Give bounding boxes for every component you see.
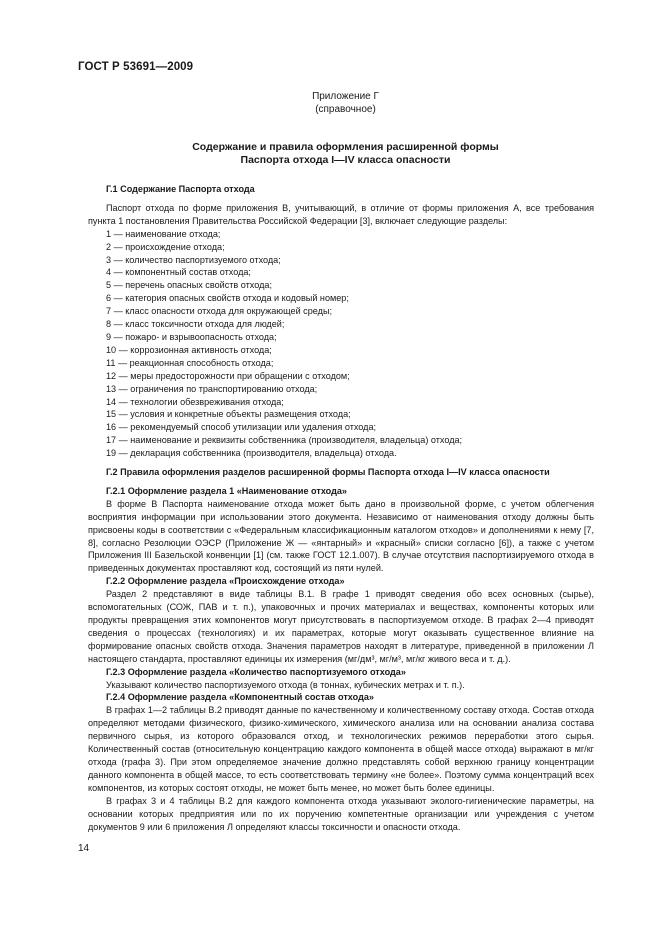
appendix-kind: (справочное) <box>315 104 376 115</box>
appendix-name: Приложение Г <box>312 91 379 102</box>
subsection-g23-heading: Г.2.3 Оформление раздела «Количество паспортизуемого отхода» <box>106 666 406 677</box>
title-line-2: Паспорта отхода I—IV класса опасности <box>240 154 451 166</box>
document-body <box>88 183 594 833</box>
subsection-g24-text-2: В графах 3 и 4 таблицы В.2 для каждого компонента отхода указывают эколого-гигиенические параметры, на основании которых предприятия или по их поручению компетентные организации или учреждения с учетом документов 9 или 6 приложения Л определяют классы токсичности и опасности отхода. <box>88 795 594 832</box>
list-item: 16 — рекомендуемый способ утилизации или удаления отхода; <box>106 422 377 433</box>
subsection-g22-text: Раздел 2 представляют в виде таблицы В.1. В графе 1 приводят сведения обо всех основных (сырье), вспомогательных (СОЖ, ПАВ и т. п.), упаковочных и прочих материалах и веществах, компоненты которых или продукты превращения этих компонентов могут присутствовать в паспортизуемом отходе. В графах 2—4 приводят сведения о процессах (технологиях) и их параметрах, которые могут оказывать существенное влияние на формирование опасных свойств отхода. Значения параметров находят в литературе, приведенной в приложении Л настоящего стандарта, проставляют единицы их измерения (мг/дм³, мг/м³, мг/кг живого веса и т. д.). <box>88 589 594 664</box>
subsection-g24-heading: Г.2.4 Оформление раздела «Компонентный состав отхода» <box>106 692 374 703</box>
document-title <box>0 141 661 167</box>
list-item: 3 — количество паспортизуемого отхода; <box>106 254 281 265</box>
appendix-label <box>0 90 661 116</box>
list-item: 19 — декларация собственника (производителя, владельца) отхода. <box>106 448 397 459</box>
sections-list <box>88 228 594 460</box>
page-number: 14 <box>78 843 90 854</box>
section-g1-intro: Паспорт отхода по форме приложения В, учитывающий, в отличие от формы приложения А, все требования пункта 1 постановления Правительства Российской Федерации [3], включает следующие разделы: <box>88 202 594 226</box>
section-g1-heading: Г.1 Содержание Паспорта отхода <box>106 184 255 194</box>
list-item: 7 — класс опасности отхода для окружающей среды; <box>106 306 333 317</box>
title-line-1: Содержание и правила оформления расширенной формы <box>192 141 499 153</box>
section-g2-heading: Г.2 Правила оформления разделов расширенной формы Паспорта отхода I—IV класса опасности <box>106 467 550 478</box>
subsection-g21-heading: Г.2.1 Оформление раздела 1 «Наименование отхода» <box>106 485 347 496</box>
list-item: 11 — реакционная способность отхода; <box>106 357 274 368</box>
list-item: 4 — компонентный состав отхода; <box>106 267 251 278</box>
list-item: 9 — пожаро- и взрывоопасность отхода; <box>106 331 277 342</box>
list-item: 15 — условия и конкретные объекты размещения отхода; <box>106 409 351 420</box>
list-item: 5 — перечень опасных свойств отхода; <box>106 280 272 291</box>
standard-header: ГОСТ Р 53691—2009 <box>78 61 194 73</box>
list-item: 1 — наименование отхода; <box>106 228 221 239</box>
list-item: 17 — наименование и реквизиты собственника (производителя, владельца) отхода; <box>106 435 463 446</box>
list-item: 14 — технологии обезвреживания отхода; <box>106 396 284 407</box>
list-item: 6 — категория опасных свойств отхода и кодовый номер; <box>106 293 349 304</box>
subsection-g22-heading: Г.2.2 Оформление раздела «Происхождение отхода» <box>106 576 345 587</box>
list-item: 10 — коррозионная активность отхода; <box>106 344 272 355</box>
list-item: 2 — происхождение отхода; <box>106 241 225 252</box>
list-item: 12 — меры предосторожности при обращении с отходом; <box>106 370 350 381</box>
subsection-g23-text: Указывают количество паспортизуемого отхода (в тоннах, кубических метрах и т. п.). <box>106 679 465 690</box>
list-item: 8 — класс токсичности отхода для людей; <box>106 319 285 330</box>
subsection-g21-text: В форме В Паспорта наименование отхода может быть дано в произвольной форме, с учетом облегчения восприятия информации при использовании этого документа. Независимо от наименования отходу должны быть присвоены коды в соответствии с «Федеральным классификационным каталогом отходов» и дополнениями к нему [7, 8], согласно Резолюции ОЭСР (Приложение Ж — «янтарный» и «красный» списки согласно [6]), а также с учетом Приложения III Базельской конвенции [1] (см. также ГОСТ 12.1.007). В случае отсутствия паспортизируемого отхода в приведенных документах проставляют код, состоящий из пяти нулей. <box>88 498 594 574</box>
subsection-g24-text-1: В графах 1—2 таблицы В.2 приводят данные по качественному и количественному составу отхода. Состав отхода определяют методами физического, физико-химического, химического анализа или на основании анализа состава первичного сырья, из которого образовался отход, и технологических режимов переработки этого сырья. Количественный состав (относительную концентрацию каждого компонента в общей массе отхода) выражают в мг/кг отхода (графа 3). При этом определяемое значение должно представлять собой верхнюю границу концентрации данного компонента в общей массе, то есть соответствовать термину «не более». Поэтому сумма концентраций всех компонентов, из которых состоят отходы, не может быть менее, но может быть более единицы. <box>88 705 594 793</box>
list-item: 13 — ограничения по транспортированию отхода; <box>106 383 318 394</box>
